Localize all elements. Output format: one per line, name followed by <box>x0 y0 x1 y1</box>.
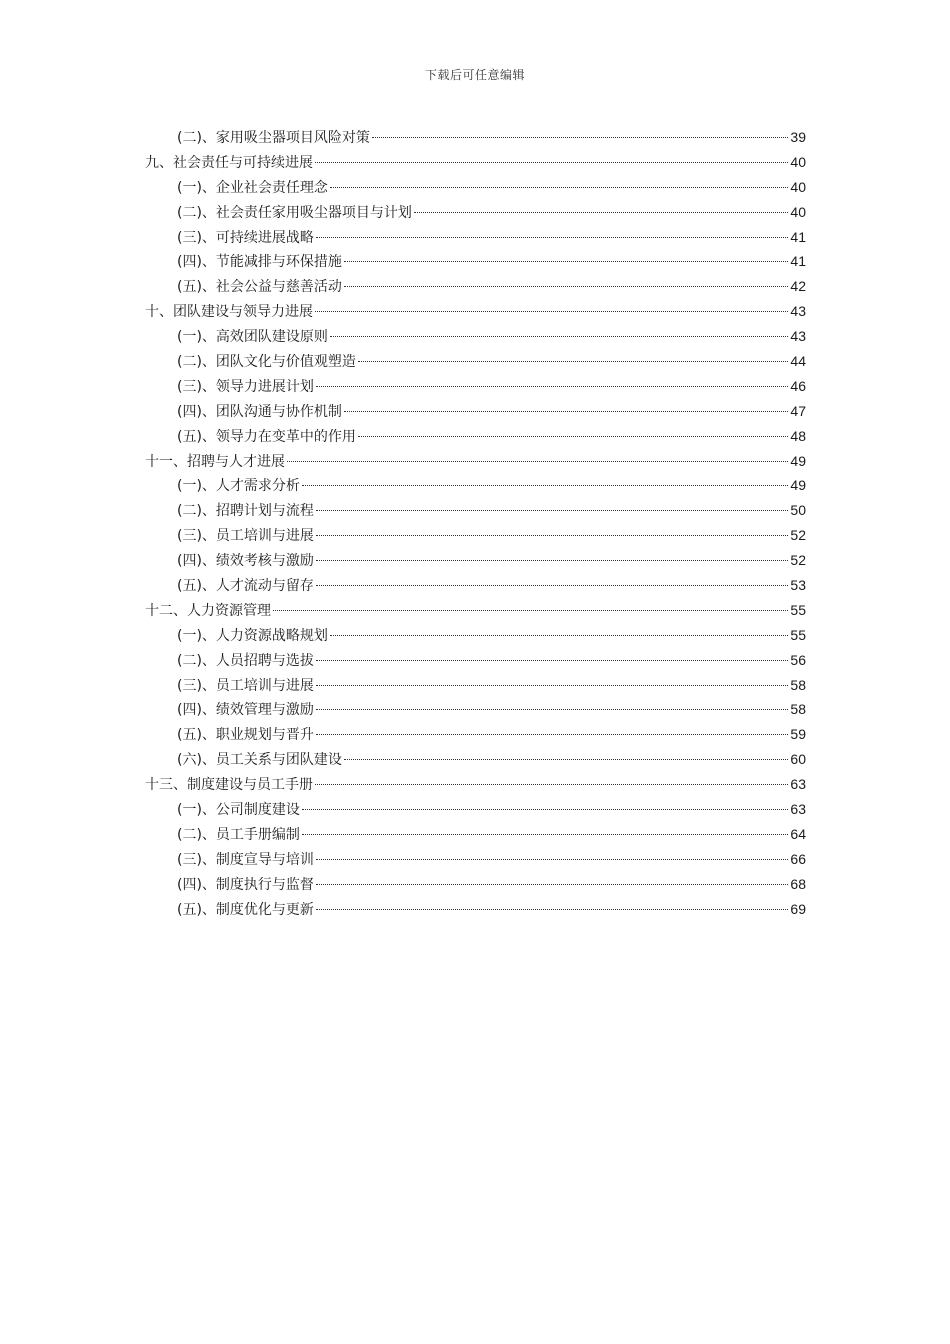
toc-entry-label: 十三、制度建设与员工手册 <box>145 777 313 794</box>
toc-page-number: 56 <box>790 651 806 668</box>
table-of-contents <box>145 125 806 922</box>
toc-dot-leader <box>316 734 788 735</box>
toc-dot-leader <box>316 510 788 511</box>
toc-chapter-entry[interactable] <box>145 449 806 474</box>
toc-section-entry[interactable] <box>145 324 806 349</box>
toc-dot-leader <box>315 311 788 312</box>
toc-entry-label: (二)、招聘计划与流程 <box>177 503 314 520</box>
toc-page-number: 40 <box>790 203 806 220</box>
toc-dot-leader <box>344 286 788 287</box>
toc-entry-label: (三)、员工培训与进展 <box>177 677 314 694</box>
toc-page-number: 46 <box>790 377 806 394</box>
toc-dot-leader <box>316 685 788 686</box>
toc-page-number: 64 <box>790 825 806 842</box>
toc-page-number: 53 <box>790 577 806 594</box>
toc-section-entry[interactable] <box>145 872 806 897</box>
toc-dot-leader <box>315 162 788 163</box>
toc-entry-label: (二)、家用吸尘器项目风险对策 <box>177 130 370 146</box>
toc-section-entry[interactable] <box>145 897 806 922</box>
toc-dot-leader <box>316 884 788 885</box>
toc-entry-label: (五)、社会公益与慈善活动 <box>177 279 342 296</box>
toc-entry-label: (五)、制度优化与更新 <box>177 901 314 918</box>
toc-entry-label: 十、团队建设与领导力进展 <box>145 304 313 321</box>
toc-dot-leader <box>358 361 788 362</box>
toc-dot-leader <box>315 784 788 785</box>
toc-section-entry[interactable] <box>145 399 806 424</box>
toc-dot-leader <box>316 859 788 860</box>
toc-page-number: 40 <box>790 153 806 170</box>
toc-chapter-entry[interactable] <box>145 598 806 623</box>
toc-dot-leader <box>358 436 788 437</box>
toc-dot-leader <box>316 709 788 710</box>
toc-entry-label: (五)、领导力在变革中的作用 <box>177 428 356 445</box>
toc-page-number: 44 <box>790 353 806 370</box>
toc-entry-label: (四)、绩效考核与激励 <box>177 553 314 570</box>
toc-entry-label: 十二、人力资源管理 <box>145 602 271 619</box>
toc-entry-label: 十一、招聘与人才进展 <box>145 453 285 470</box>
toc-page-number: 63 <box>790 776 806 793</box>
toc-page-number: 42 <box>790 278 806 295</box>
toc-entry-label: (三)、制度宣导与培训 <box>177 851 314 868</box>
toc-page-number: 41 <box>790 253 806 270</box>
toc-page-number: 40 <box>790 178 806 195</box>
toc-entry-label: (一)、人力资源战略规划 <box>177 627 328 644</box>
toc-section-entry[interactable] <box>145 747 806 772</box>
toc-page-number: 49 <box>790 477 806 494</box>
toc-page-number: 66 <box>790 850 806 867</box>
toc-dot-leader <box>302 485 788 486</box>
toc-page-number: 59 <box>790 726 806 743</box>
toc-page-number: 55 <box>790 626 806 643</box>
toc-dot-leader <box>414 212 788 213</box>
toc-chapter-entry[interactable] <box>145 150 806 175</box>
toc-dot-leader <box>316 535 788 536</box>
toc-section-entry[interactable] <box>145 125 806 150</box>
toc-entry-label: (四)、节能减排与环保措施 <box>177 254 342 271</box>
toc-page-number: 58 <box>790 701 806 718</box>
toc-section-entry[interactable] <box>145 473 806 498</box>
toc-entry-label: 九、社会责任与可持续进展 <box>145 154 313 171</box>
toc-entry-label: (一)、企业社会责任理念 <box>177 179 328 196</box>
toc-section-entry[interactable] <box>145 523 806 548</box>
toc-page-number: 55 <box>790 601 806 618</box>
toc-section-entry[interactable] <box>145 498 806 523</box>
toc-dot-leader <box>316 560 788 561</box>
toc-entry-label: (六)、员工关系与团队建设 <box>177 752 342 769</box>
toc-dot-leader <box>330 187 788 188</box>
toc-dot-leader <box>273 610 788 611</box>
toc-section-entry[interactable] <box>145 623 806 648</box>
toc-page-number: 43 <box>790 303 806 320</box>
toc-entry-label: (四)、绩效管理与激励 <box>177 702 314 719</box>
toc-entry-label: (三)、可持续进展战略 <box>177 229 314 246</box>
toc-entry-label: (二)、人员招聘与选拔 <box>177 652 314 669</box>
page-header: 下载后可任意编辑 <box>424 68 525 82</box>
toc-section-entry[interactable] <box>145 673 806 698</box>
toc-page-number: 47 <box>790 402 806 419</box>
toc-dot-leader <box>316 386 788 387</box>
toc-entry-label: (一)、高效团队建设原则 <box>177 329 328 346</box>
toc-entry-label: (一)、人才需求分析 <box>177 478 300 495</box>
toc-entry-label: (四)、制度执行与监督 <box>177 876 314 893</box>
toc-dot-leader <box>330 336 788 337</box>
toc-entry-label: (二)、团队文化与价值观塑造 <box>177 354 356 371</box>
toc-page-number: 63 <box>790 801 806 818</box>
toc-section-entry[interactable] <box>145 722 806 747</box>
toc-section-entry[interactable] <box>145 697 806 722</box>
toc-dot-leader <box>302 809 788 810</box>
toc-section-entry[interactable] <box>145 424 806 449</box>
toc-dot-leader <box>344 261 788 262</box>
toc-chapter-entry[interactable] <box>145 299 806 324</box>
toc-entry-label: (四)、团队沟通与协作机制 <box>177 403 342 420</box>
toc-page-number: 39 <box>790 129 806 145</box>
toc-page-number: 60 <box>790 751 806 768</box>
toc-chapter-entry[interactable] <box>145 772 806 797</box>
toc-entry-label: (二)、员工手册编制 <box>177 826 300 843</box>
toc-dot-leader <box>316 237 788 238</box>
toc-section-entry[interactable] <box>145 249 806 274</box>
toc-dot-leader <box>330 635 788 636</box>
toc-section-entry[interactable] <box>145 349 806 374</box>
toc-page-number: 43 <box>790 328 806 345</box>
toc-section-entry[interactable] <box>145 648 806 673</box>
toc-section-entry[interactable] <box>145 225 806 250</box>
toc-dot-leader <box>316 909 788 910</box>
toc-dot-leader <box>316 585 788 586</box>
toc-page-number: 48 <box>790 427 806 444</box>
toc-entry-label: (三)、员工培训与进展 <box>177 528 314 545</box>
toc-page-number: 58 <box>790 676 806 693</box>
toc-page-number: 68 <box>790 875 806 892</box>
toc-dot-leader <box>372 137 788 138</box>
toc-page-number: 50 <box>790 502 806 519</box>
toc-section-entry[interactable] <box>145 797 806 822</box>
toc-section-entry[interactable] <box>145 175 806 200</box>
toc-page-number: 49 <box>790 452 806 469</box>
toc-entry-label: (二)、社会责任家用吸尘器项目与计划 <box>177 204 412 221</box>
toc-page-number: 52 <box>790 527 806 544</box>
toc-section-entry[interactable] <box>145 573 806 598</box>
toc-section-entry[interactable] <box>145 274 806 299</box>
toc-entry-label: (五)、人才流动与留存 <box>177 578 314 595</box>
toc-page-number: 69 <box>790 900 806 917</box>
toc-section-entry[interactable] <box>145 847 806 872</box>
toc-entry-label: (五)、职业规划与晋升 <box>177 727 314 744</box>
toc-dot-leader <box>344 411 788 412</box>
toc-dot-leader <box>287 461 788 462</box>
toc-page-number: 41 <box>790 228 806 245</box>
toc-entry-label: (一)、公司制度建设 <box>177 802 300 819</box>
toc-dot-leader <box>316 660 788 661</box>
toc-dot-leader <box>344 759 788 760</box>
toc-section-entry[interactable] <box>145 200 806 225</box>
toc-section-entry[interactable] <box>145 374 806 399</box>
toc-dot-leader <box>302 834 788 835</box>
toc-section-entry[interactable] <box>145 822 806 847</box>
toc-entry-label: (三)、领导力进展计划 <box>177 378 314 395</box>
toc-section-entry[interactable] <box>145 548 806 573</box>
toc-page-number: 52 <box>790 552 806 569</box>
